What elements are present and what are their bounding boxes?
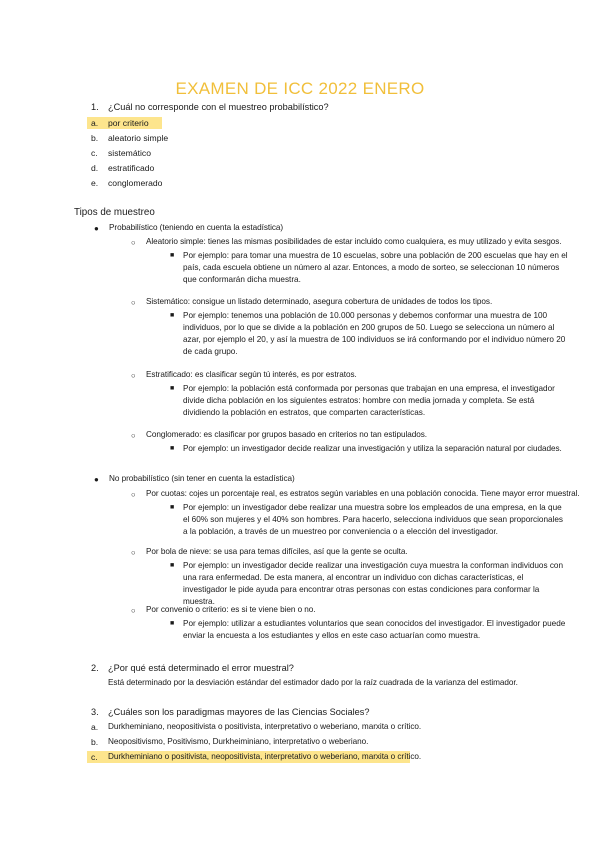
circle-bullet-icon: ○: [131, 431, 136, 440]
conglomerado-example: Por ejemplo: un investigador decide realizar una investigación y utiliza la separación natural por ciudades.: [183, 444, 562, 453]
q3-number: 3.: [91, 707, 99, 717]
sistematico-text: Sistemático: consigue un listado determinado, asegura cobertura de unidades de todos los tipos.: [146, 297, 493, 306]
cuotas-example: Por ejemplo: un investigador debe realizar una muestra sobre los empleados de una empresa, en la que el 60% son mujeres y el 40% son hombres. Para hacerlo, selecciona individuos que sean proporcionales a la población, a través de un muestreo por conveniencia o a elección del investigador.: [183, 503, 564, 537]
square-bullet-icon: ■: [170, 385, 175, 392]
section-heading: Tipos de muestreo: [74, 207, 155, 218]
q1-option-letter: c.: [91, 148, 98, 158]
q2-answer: Está determinado por la desviación estándar del estimador dado por la raíz cuadrada de la varianza del estimador.: [108, 678, 518, 687]
sistematico-example: Por ejemplo: tenemos una población de 10.000 personas y debemos conformar una muestra de 100 individuos, por lo que se divide a la población en 200 grupos de 50. Luego se selecciona un número al azar, por ejemplo el 20, y así la muestra de 100 individuos se irá conformando por el individuo número 20 de cada grupo.: [183, 311, 566, 357]
q1-option-e: conglomerado: [108, 178, 163, 188]
q3-option-letter: b.: [91, 737, 99, 747]
q1-option-b: aleatorio simple: [108, 133, 169, 143]
q1-option-c: sistemático: [108, 148, 151, 158]
estratificado-text: Estratificado: es clasificar según tú interés, es por estratos.: [146, 370, 357, 379]
estratificado-example: Por ejemplo: la población está conformada por personas que trabajan en una empresa, el investigador divide dicha población en los siguientes estratos: hombre con media jornada y completa. Se está dividiendo la población en estratos, que comparten características.: [183, 384, 555, 418]
circle-bullet-icon: ○: [131, 490, 136, 499]
q2-number: 2.: [91, 663, 99, 673]
q3-option-letter: c.: [91, 752, 98, 762]
square-bullet-icon: ■: [170, 445, 175, 452]
q2-text: ¿Por qué está determinado el error muestral?: [108, 663, 294, 673]
q1-number: 1.: [91, 102, 99, 112]
q3-option-letter: a.: [91, 722, 99, 732]
q3-text: ¿Cuáles son los paradigmas mayores de las Ciencias Sociales?: [108, 707, 370, 717]
q1-option-d: estratificado: [108, 163, 155, 173]
conv-text: Por convenio o criterio: es si te viene bien o no.: [146, 605, 316, 614]
aleatorio-text: Aleatorio simple: tienes las mismas posibilidades de estar incluido como cualquiera, es muy utilizado y evita sesgos.: [146, 237, 562, 246]
prob-label: Probabilístico (teniendo en cuenta la estadística): [109, 223, 284, 232]
bola-text: Por bola de nieve: se usa para temas difíciles, así que la gente se oculta.: [146, 547, 408, 556]
square-bullet-icon: ■: [170, 252, 175, 259]
bullet-icon: ●: [94, 224, 99, 233]
square-bullet-icon: ■: [170, 504, 175, 511]
square-bullet-icon: ■: [170, 312, 175, 319]
q1-text: ¿Cuál no corresponde con el muestreo probabilístico?: [108, 102, 329, 112]
q3-option-a: Durkheminiano, neopositivista o positivista, interpretativo o weberiano, marxita o crítico.: [108, 722, 422, 731]
q3-option-b: Neopositivismo, Positivismo, Durkheiminiano, interpretativo o weberiano.: [108, 737, 369, 746]
q1-option-letter: d.: [91, 163, 99, 173]
q3-option-c: Durkheminiano o positivista, neopositivista, interpretativo o weberiano, marxita o crítico.: [108, 752, 422, 761]
bola-example: Por ejemplo: un investigador decide realizar una investigación cuya muestra la conforman individuos con una rara enfermedad. De esta manera, al encontrar un individuo con dichas características, el investigador le pide ayuda para encontrar otras personas con estas condiciones para conformar la muestra.: [183, 561, 564, 607]
square-bullet-icon: ■: [170, 562, 175, 569]
circle-bullet-icon: ○: [131, 371, 136, 380]
conglomerado-text: Conglomerado: es clasificar por grupos basado en criterios no tan estipulados.: [146, 430, 428, 439]
conv-example: Por ejemplo: utilizar a estudiantes voluntarios que sean conocidos del investigador. El investigador puede enviar la encuesta a los estudiantes y ellos en este caso actuarían como muestra.: [183, 619, 566, 641]
circle-bullet-icon: ○: [131, 238, 136, 247]
circle-bullet-icon: ○: [131, 606, 136, 615]
square-bullet-icon: ■: [170, 620, 175, 627]
page-title: EXAMEN DE ICC 2022 ENERO: [175, 79, 425, 98]
q1-option-letter: b.: [91, 133, 99, 143]
q1-option-letter: e.: [91, 178, 99, 188]
noprob-label: No probabilístico (sin tener en cuenta la estadística): [109, 474, 295, 483]
bullet-icon: ●: [94, 475, 99, 484]
q1-option-letter: a.: [91, 118, 99, 128]
circle-bullet-icon: ○: [131, 298, 136, 307]
circle-bullet-icon: ○: [131, 548, 136, 557]
cuotas-text: Por cuotas: cojes un porcentaje real, es estratos según variables en una población conocida. Tiene mayor error muestral.: [146, 489, 580, 498]
aleatorio-example: Por ejemplo: para tomar una muestra de 10 escuelas, sobre una población de 200 escuelas que hay en el país, cada escuela obtiene un número al azar. Entonces, a modo de sorteo, se seleccionan 10 números que conformarán dicha muestra.: [183, 251, 568, 285]
q1-option-a: por criterio: [108, 118, 149, 128]
